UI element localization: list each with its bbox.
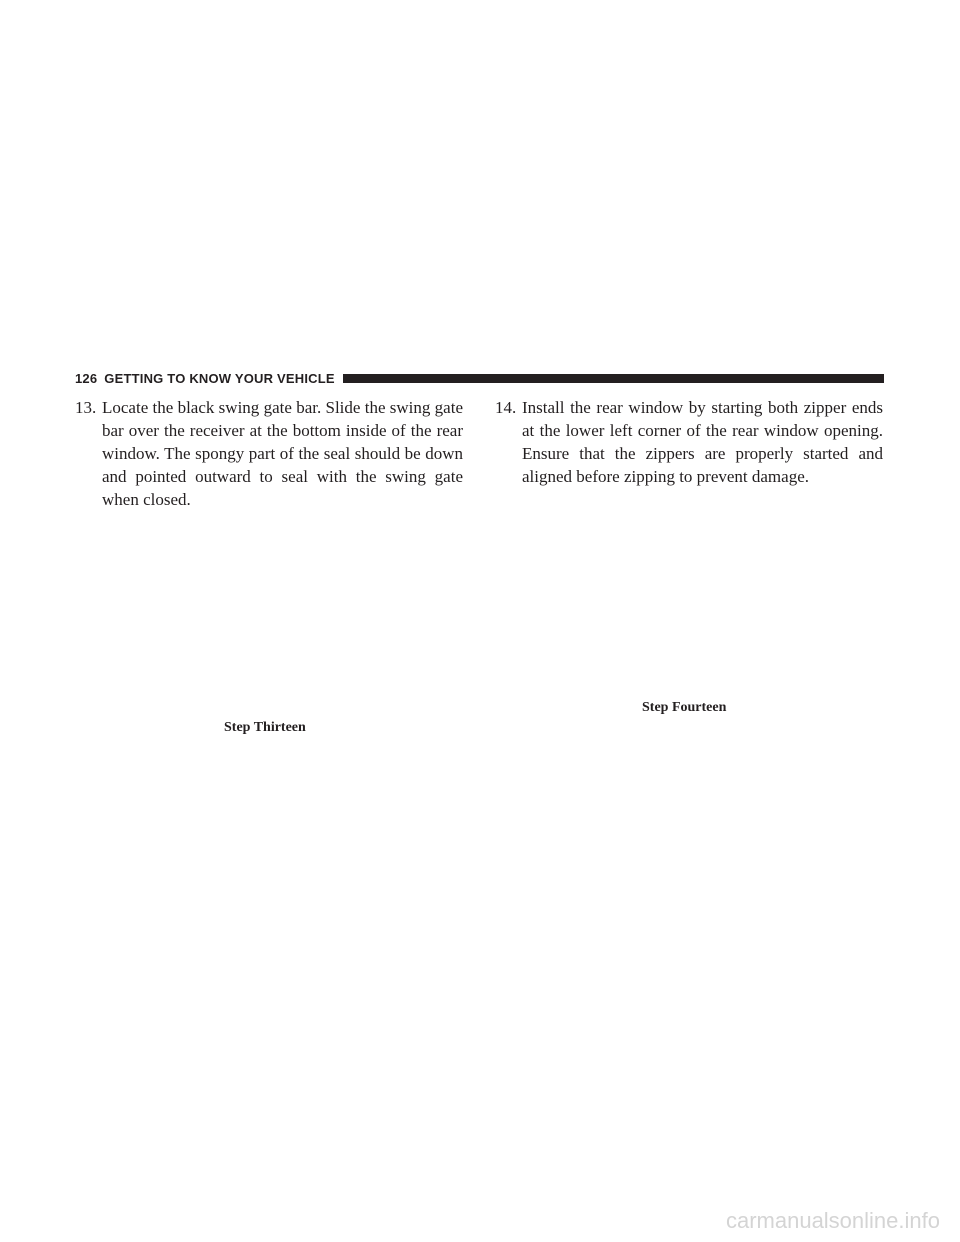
step-14-number: 14. (495, 398, 517, 417)
watermark: carmanualsonline.info (725, 1208, 940, 1233)
step-14-figure (515, 475, 865, 690)
step-14-text: Install the rear window by starting both zipper ends at the lower left corner of the rear window opening. Ensure that the zippers are properly started and aligned before zipping to prevent damage. (522, 398, 883, 486)
section-title: GETTING TO KNOW YOUR VEHICLE (104, 370, 335, 386)
page-number: 126 (75, 370, 98, 386)
step-13 (75, 396, 463, 511)
step-13-figure (95, 495, 445, 710)
page-header (75, 369, 884, 387)
step-13-caption: Step Thirteen (224, 720, 306, 735)
header-rule (343, 374, 884, 383)
step-13-text: Locate the black swing gate bar. Slide the swing gate bar over the receiver at the bottom inside of the rear window. The spongy part of the seal should be down and pointed outward to seal with the swing gate when closed. (102, 398, 463, 509)
step-14-caption: Step Fourteen (642, 700, 727, 715)
step-13-number: 13. (75, 398, 97, 417)
